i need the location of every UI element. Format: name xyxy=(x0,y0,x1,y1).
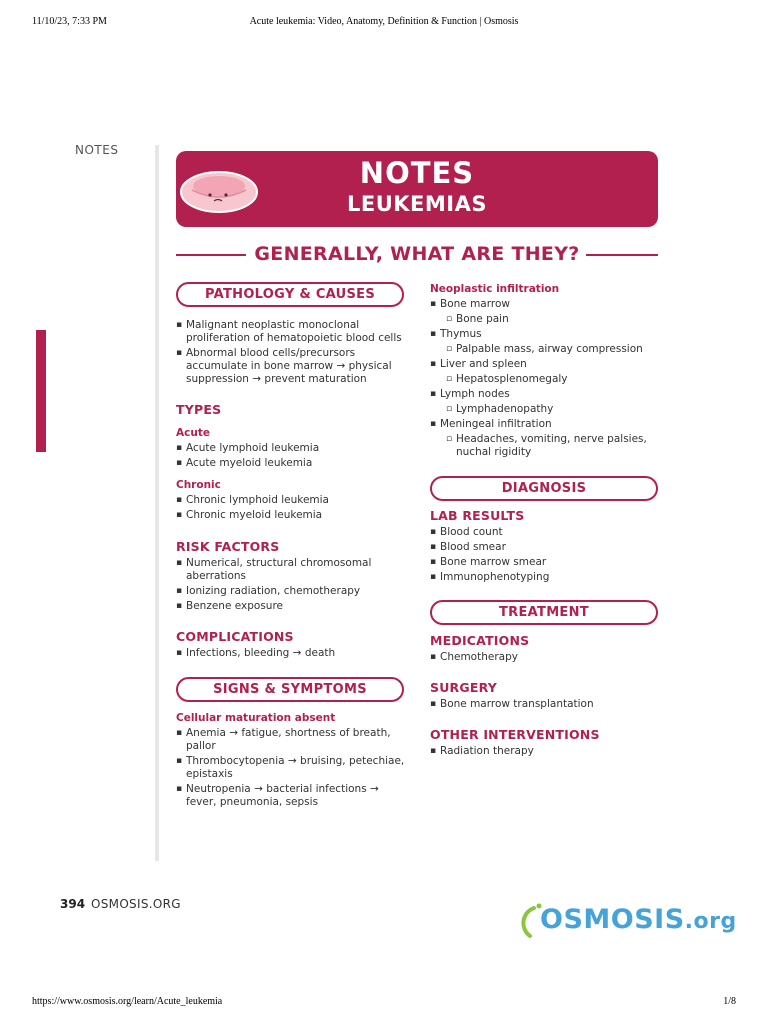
banner-subtitle: LEUKEMIAS xyxy=(347,192,487,216)
banner-title: NOTES xyxy=(359,156,475,190)
list-item: ▪ Neutropenia → bacterial infections → fever, pneumonia, sepsis xyxy=(176,783,406,809)
list-item: ▪ Chronic lymphoid leukemia xyxy=(176,494,404,507)
list-item: ▪ Radiation therapy xyxy=(430,745,658,758)
list-subitem: ▫ Bone pain xyxy=(430,313,650,326)
types-chronic-label: Chronic xyxy=(176,479,221,491)
osmosis-logo-text xyxy=(540,904,737,935)
print-header xyxy=(32,16,736,30)
print-title: Acute leukemia: Video, Anatomy, Definition & Function | Osmosis xyxy=(249,16,519,27)
list-item: ▪ Ionizing radiation, chemotherapy xyxy=(176,585,376,598)
surgery-list xyxy=(430,698,658,713)
side-divider xyxy=(155,145,159,861)
list-item: ▪ Immunophenotyping xyxy=(430,571,658,584)
signs-sublabel: Cellular maturation absent xyxy=(176,712,336,724)
surgery-heading: SURGERY xyxy=(430,680,497,695)
list-item: ▪ Anemia → fatigue, shortness of breath, pallor xyxy=(176,727,406,753)
list-item: ▪ Thymus xyxy=(430,328,650,341)
list-subitem: ▫ Hepatosplenomegaly xyxy=(430,373,650,386)
list-subitem: ▫ Lymphadenopathy xyxy=(430,403,650,416)
other-interventions-heading: OTHER INTERVENTIONS xyxy=(430,727,600,742)
pathology-list xyxy=(176,319,404,388)
list-item: ▪ Liver and spleen xyxy=(430,358,650,371)
list-item: ▪ Bone marrow smear xyxy=(430,556,658,569)
list-item: ▪ Abnormal blood cells/precursors accumulate in bone marrow → physical suppression → prevent maturation xyxy=(176,347,404,386)
list-item: ▪ Infections, bleeding → death xyxy=(176,647,404,660)
section-rule-left xyxy=(176,254,246,256)
medications-heading: MEDICATIONS xyxy=(430,633,530,648)
complications-heading: COMPLICATIONS xyxy=(176,629,294,644)
side-notes-label: NOTES xyxy=(75,143,119,157)
print-url[interactable]: https://www.osmosis.org/learn/Acute_leukemia xyxy=(32,996,223,1007)
risk-factors-list xyxy=(176,557,376,615)
treatment-heading: TREATMENT xyxy=(430,600,658,625)
infiltration-heading: Neoplastic infiltration xyxy=(430,283,560,295)
types-acute-label: Acute xyxy=(176,427,210,439)
lab-results-list xyxy=(430,526,658,586)
list-item: ▪ Chronic myeloid leukemia xyxy=(176,509,404,522)
diagnosis-heading: DIAGNOSIS xyxy=(430,476,658,501)
complications-list xyxy=(176,647,404,662)
list-item: ▪ Blood count xyxy=(430,526,658,539)
other-interventions-list xyxy=(430,745,658,760)
list-item: ▪ Bone marrow xyxy=(430,298,650,311)
list-subitem: ▫ Palpable mass, airway compression xyxy=(430,343,650,356)
list-item: ▪ Acute lymphoid leukemia xyxy=(176,442,404,455)
page-number: 394 xyxy=(60,897,86,911)
list-item: ▪ Benzene exposure xyxy=(176,600,376,613)
acute-list xyxy=(176,442,404,472)
print-footer xyxy=(32,996,736,1010)
list-item: ▪ Chemotherapy xyxy=(430,651,658,664)
logo-suffix: .org xyxy=(684,909,737,934)
list-item: ▪ Acute myeloid leukemia xyxy=(176,457,404,470)
signs-list xyxy=(176,727,406,811)
list-item: ▪ Blood smear xyxy=(430,541,658,554)
infiltration-list xyxy=(430,298,650,461)
list-item: ▪ Lymph nodes xyxy=(430,388,650,401)
section-title: GENERALLY, WHAT ARE THEY? xyxy=(254,243,580,265)
list-item: ▪ Thrombocytopenia → bruising, petechiae, epistaxis xyxy=(176,755,406,781)
print-date: 11/10/23, 7:33 PM xyxy=(32,16,107,27)
logo-main: OSMOSIS xyxy=(540,904,685,935)
list-subitem: ▫ Headaches, vomiting, nerve palsies, nuchal rigidity xyxy=(430,433,650,459)
chronic-list xyxy=(176,494,404,524)
list-item: ▪ Malignant neoplastic monoclonal proliferation of hematopoietic blood cells xyxy=(176,319,404,345)
risk-factors-heading: RISK FACTORS xyxy=(176,539,280,554)
types-heading: TYPES xyxy=(176,402,222,417)
list-item: ▪ Numerical, structural chromosomal aberrations xyxy=(176,557,376,583)
side-tab-marker xyxy=(36,330,46,452)
print-page-count: 1/8 xyxy=(723,996,736,1007)
list-item: ▪ Meningeal infiltration xyxy=(430,418,650,431)
site-name: OSMOSIS.ORG xyxy=(91,897,181,911)
section-rule-right xyxy=(586,254,658,256)
medications-list xyxy=(430,651,658,666)
signs-heading: SIGNS & SYMPTOMS xyxy=(176,677,404,702)
lab-results-heading: LAB RESULTS xyxy=(430,508,525,523)
list-item: ▪ Bone marrow transplantation xyxy=(430,698,658,711)
pathology-heading: PATHOLOGY & CAUSES xyxy=(176,282,404,307)
